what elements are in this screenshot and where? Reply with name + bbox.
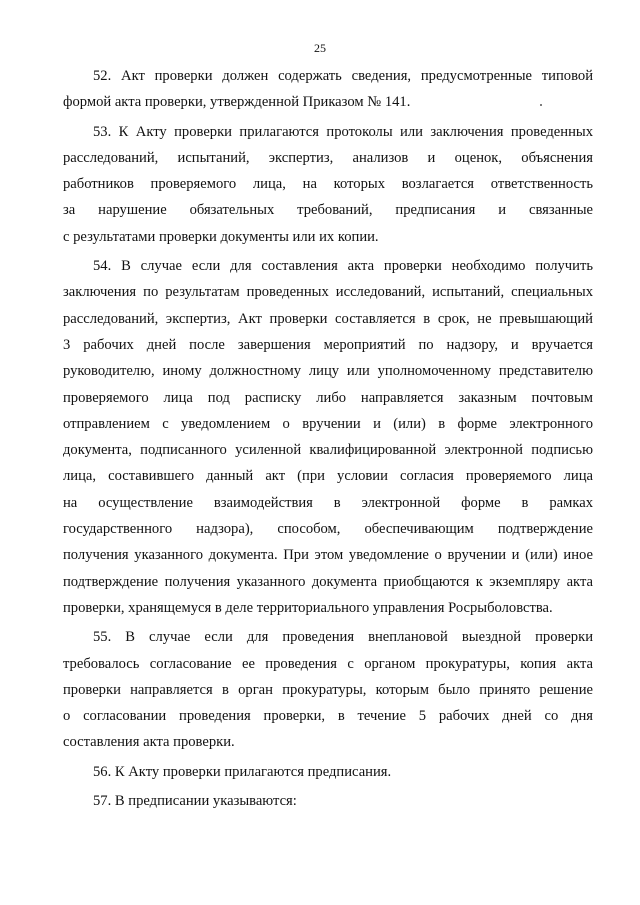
text-line: 52. Акт проверки должен содержать сведения, предусмотренные типовой [93, 68, 593, 84]
text-line: 55. В случае если для проведения внеплановой выездной проверки [93, 629, 593, 646]
paragraph-53 [63, 119, 593, 250]
text-line: лица, составившего данный акт (при условии согласия проверяемого лица [63, 468, 593, 485]
document-body [63, 63, 593, 817]
paragraph-56 [63, 759, 593, 785]
text-line: за нарушение обязательных требований, предписания и связанные [63, 202, 593, 219]
text-line: подтверждение получения указанного документа приобщаются к экземпляру акта [63, 573, 593, 590]
text-line: о согласовании проведения проверки, в течение 5 рабочих дней со дня [63, 708, 593, 725]
text-line: 3 рабочих дней после завершения мероприятий по надзору, и вручается [63, 336, 593, 353]
text-line: проверяемого лица под расписку либо направляется заказным почтовым [63, 389, 593, 406]
paragraph-55 [63, 624, 593, 755]
text-line: работников проверяемого лица, на которых возлагается ответственность [63, 176, 593, 193]
text-line: получения указанного документа. При этом уведомление о вручении и (или) иное [63, 547, 593, 564]
text-line: заключения по результатам проведенных исследований, испытаний, специальных [63, 284, 593, 301]
text-line: расследований, экспертиз, Акт проверки составляется в срок, не превышающий [63, 310, 593, 327]
text-line: требовалось согласование ее проведения с органом прокуратуры, копия акта [63, 655, 593, 672]
text-line: 57. В предписании указываются: [93, 793, 297, 810]
text-line: составления акта проверки. [63, 734, 235, 751]
text-line: с результатами проверки документы или их копии. [63, 228, 379, 245]
paragraph-54 [63, 253, 593, 621]
page-number: 25 [314, 41, 326, 55]
paragraph-52 [63, 63, 593, 116]
text-line: руководителю, иному должностному лицу или уполномоченному представителю [63, 363, 593, 380]
text-line: документа, подписанного усиленной квалифицированной электронной подписью [63, 442, 593, 459]
text-line: 54. В случае если для составления акта проверки необходимо получить [93, 258, 593, 275]
text-line: расследований, испытаний, экспертиз, анализов и оценок, объяснения [63, 149, 593, 166]
paragraph-57 [63, 788, 593, 814]
text-line: на осуществление взаимодействия в электронной форме в рамках [63, 494, 593, 511]
text-line: 53. К Акту проверки прилагаются протоколы или заключения проведенных [93, 123, 593, 140]
scan-speck [540, 104, 542, 106]
text-line: государственного надзора), способом, обеспечивающим подтверждение [63, 521, 593, 538]
text-line: проверки, хранящемуся в деле территориального управления Росрыболовства. [63, 599, 553, 616]
text-line: проверки направляется в орган прокуратуры, которым было принято решение [63, 681, 593, 698]
text-line: формой акта проверки, утвержденной Приказом № 141. [63, 94, 411, 111]
text-line: отправлением с уведомлением о вручении и (или) в форме электронного [63, 415, 593, 432]
text-line: 56. К Акту проверки прилагаются предписания. [93, 763, 392, 780]
